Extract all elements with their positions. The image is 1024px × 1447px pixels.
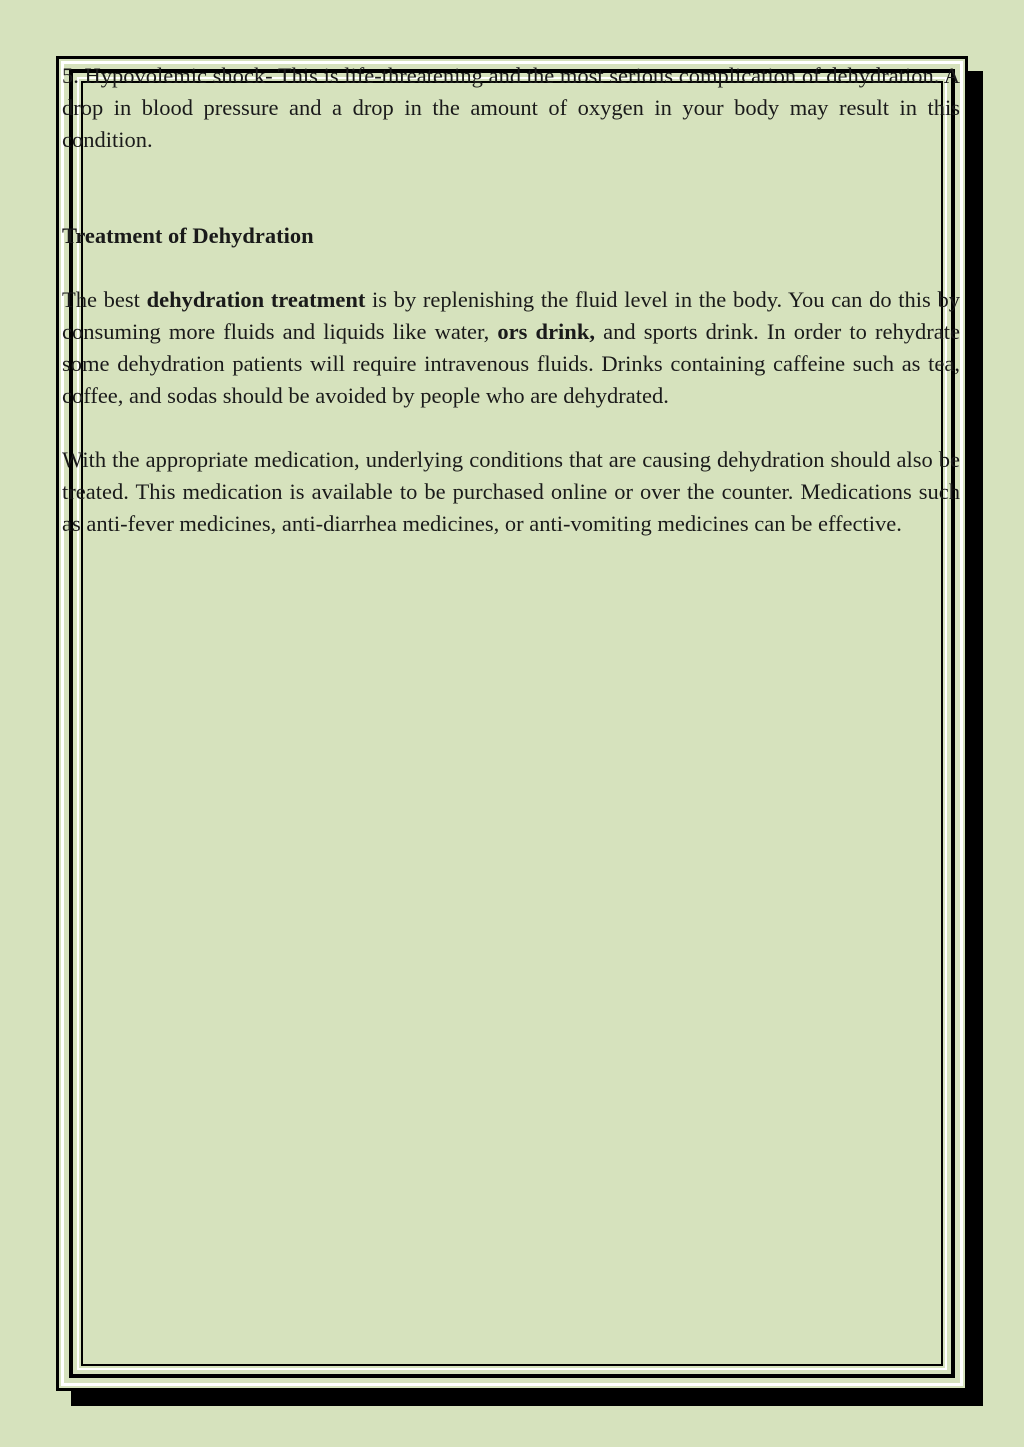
- document-text-column: [62, 60, 960, 540]
- section-heading: Treatment of Dehydration: [62, 223, 314, 248]
- paragraph-treatment-text-2: is by replenishing the fluid level in the body. You can do this by consuming more fluids and liquids like water,: [62, 287, 960, 344]
- document-body: [62, 60, 960, 1370]
- paragraph-hypovolemic-shock: 5. Hypovolemic shock- This is life-threatening and the most serious complication of dehydration. A drop in blood pressure and a drop in the amount of oxygen in your body may result in this condition.: [62, 63, 960, 152]
- paragraph-medication: With the appropriate medication, underlying conditions that are causing dehydration should also be treated. This medication is available to be purchased online or over the counter. Medications such as anti-fever medicines, anti-diarrhea medicines, or anti-vomiting medicines can be effective.: [62, 447, 960, 536]
- keyword-dehydration-treatment: dehydration treatment: [146, 287, 366, 312]
- paragraph-treatment: [62, 284, 960, 412]
- keyword-ors-drink: ors drink,: [497, 319, 595, 344]
- paragraph-treatment-text-1: The best: [62, 287, 147, 312]
- paragraph-treatment-text-3: and sports drink. In order to rehydrate some dehydration patients will require intravenous fluids. Drinks containing caffeine such as tea, coffee, and sodas should be avoided by people who are dehydrated.: [62, 319, 960, 408]
